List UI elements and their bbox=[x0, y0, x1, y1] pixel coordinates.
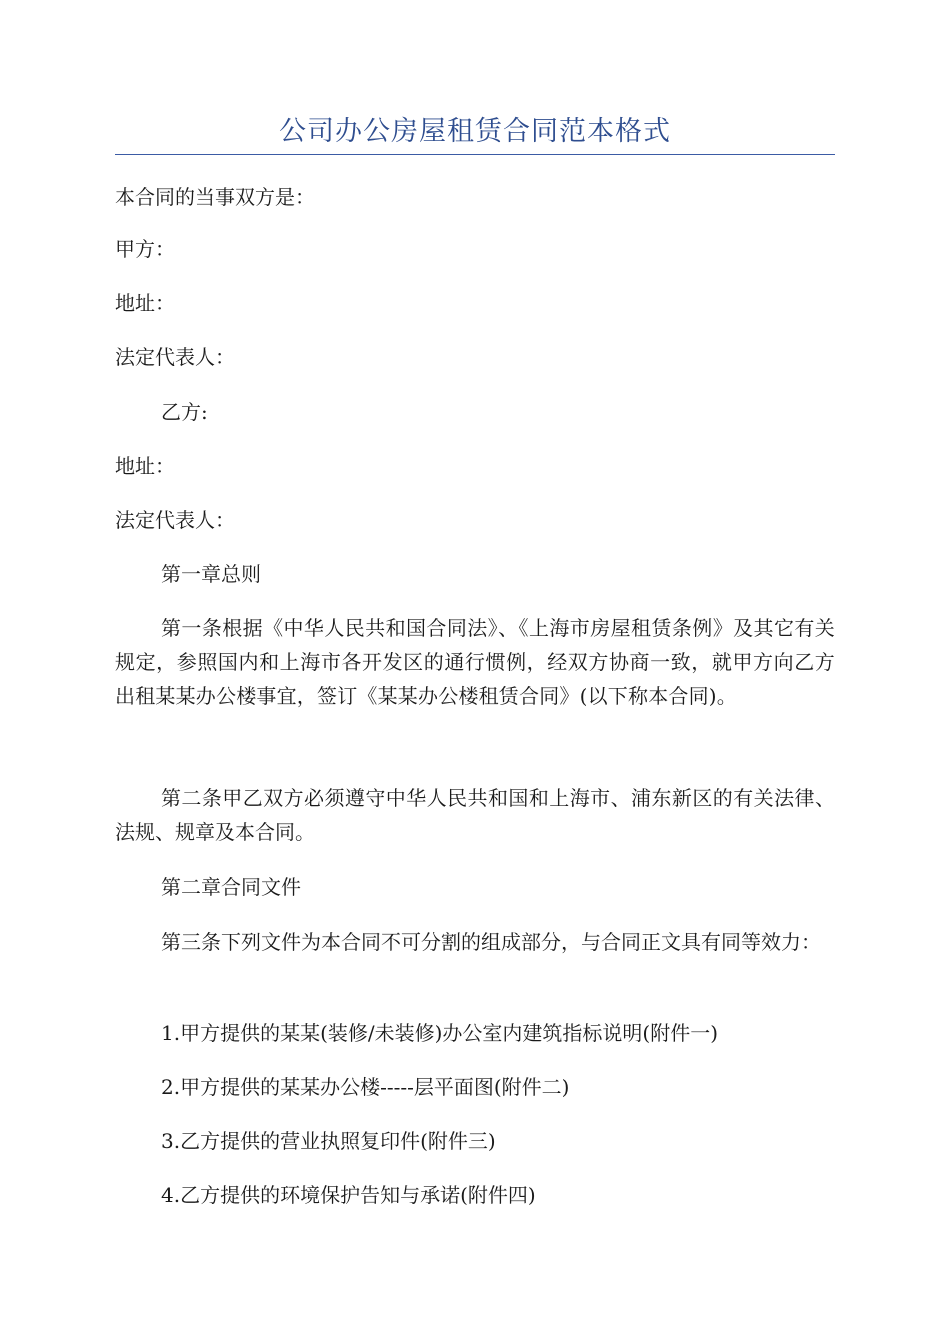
party-a-address-label: 地址： bbox=[115, 291, 175, 315]
party-a-representative-label: 法定代表人： bbox=[115, 345, 235, 369]
article-1-paragraph: 第一条根据《中华人民共和国合同法》、《上海市房屋租赁条例》及其它有关规定，参照国内和上海市各开发区的通行惯例，经双方协商一致，就甲方向乙方出租某某办公楼事宜，签订《某某办公楼租赁合同》(以下称本合同)。 bbox=[115, 616, 835, 708]
party-b-address-label: 地址： bbox=[115, 454, 175, 478]
article-3-paragraph: 第三条下列文件为本合同不可分割的组成部分，与合同正文具有同等效力： bbox=[161, 930, 821, 954]
chapter-2-heading: 第二章合同文件 bbox=[161, 875, 301, 899]
attachment-item-4: 4.乙方提供的环境保护告知与承诺(附件四) bbox=[161, 1183, 536, 1207]
attachment-item-1: 1.甲方提供的某某(装修/未装修)办公室内建筑指标说明(附件一) bbox=[161, 1021, 719, 1045]
parties-intro: 本合同的当事双方是： bbox=[115, 185, 315, 209]
article-2-paragraph: 第二条甲乙双方必须遵守中华人民共和国和上海市、浦东新区的有关法律、法规、规章及本合同。 bbox=[115, 786, 835, 844]
document-title: 公司办公房屋租赁合同范本格式 bbox=[279, 116, 671, 147]
party-b-label: 乙方: bbox=[161, 400, 208, 424]
party-a-label: 甲方： bbox=[115, 237, 175, 261]
title-underline bbox=[115, 154, 835, 155]
attachment-item-3: 3.乙方提供的营业执照复印件(附件三) bbox=[161, 1129, 496, 1153]
chapter-1-heading: 第一章总则 bbox=[161, 562, 261, 586]
party-b-representative-label: 法定代表人： bbox=[115, 508, 235, 532]
attachment-item-2: 2.甲方提供的某某办公楼-----层平面图(附件二) bbox=[161, 1075, 570, 1099]
